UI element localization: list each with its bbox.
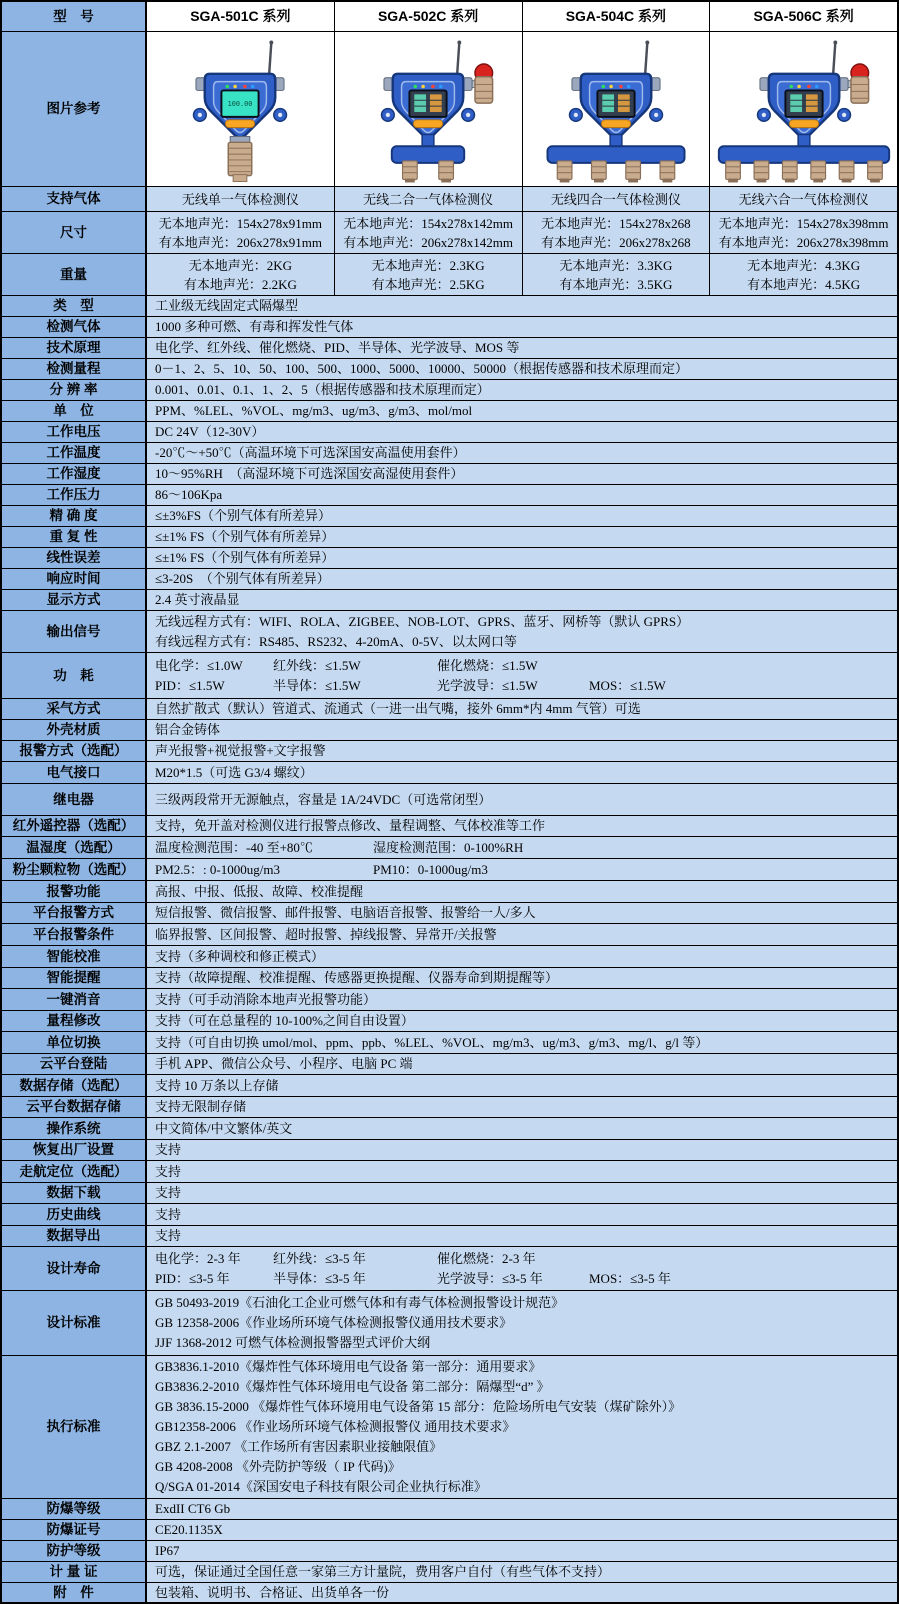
spec-row-value-line: 支持 xyxy=(155,1163,182,1179)
spec-row-value xyxy=(147,611,897,653)
spec-row-value xyxy=(147,296,897,317)
spec-row-value-segment: 电化学：2-3 年 xyxy=(155,1250,241,1266)
spec-row-value-segment: 光学波导：≤3-5 年 xyxy=(437,1270,543,1286)
spec-row-label: 功 耗 xyxy=(2,653,147,699)
spec-row xyxy=(2,464,897,485)
photo-cell-3 xyxy=(522,32,710,187)
model-row-value-3 xyxy=(522,187,710,212)
spec-row-value-line: ≤±1% FS（个别气体有所差异） xyxy=(155,550,335,565)
spec-row xyxy=(2,590,897,611)
spec-row xyxy=(2,1097,897,1118)
spec-row-label: 操作系统 xyxy=(2,1118,147,1140)
product-photo-row xyxy=(2,32,897,187)
spec-row xyxy=(2,296,897,317)
spec-row-value-line: GB 12358-2006《作业场所环境气体检测报警仪通用技术要求》 xyxy=(155,1315,513,1330)
spec-row-value xyxy=(147,720,897,741)
spec-row-label: 工作湿度 xyxy=(2,464,147,485)
spec-row-value-segment: 电化学：≤1.0W xyxy=(155,657,243,673)
spec-row xyxy=(2,485,897,506)
spec-row xyxy=(2,1583,897,1603)
spec-row-label: 类 型 xyxy=(2,296,147,317)
spec-row-value-line: -20℃～+50℃（高温环境下可选深国安高温使用套件） xyxy=(155,445,466,460)
spec-row xyxy=(2,1118,897,1140)
spec-row-value-line: 支持，免开盖对检测仪进行报警点修改、量程调整、气体校准等工作 xyxy=(155,818,546,833)
spec-row-label: 粉尘颗粒物（选配） xyxy=(2,859,147,881)
spec-row-value-line: GB3836.2-2010《爆炸性气体环境用电气设备 第二部分：隔爆型“d” 》 xyxy=(155,1379,550,1394)
spec-row-value-line: 支持（可在总量程的 10-100%之间自由设置） xyxy=(155,1013,414,1028)
spec-row-value-line xyxy=(155,1249,893,1269)
model-row-value-4 xyxy=(709,254,897,296)
spec-row xyxy=(2,422,897,443)
spec-row-value-line: ≤±1% FS（个别气体有所差异） xyxy=(155,529,335,544)
spec-row-label: 平台报警条件 xyxy=(2,924,147,946)
spec-row xyxy=(2,1520,897,1541)
model-row-value-1 xyxy=(147,254,334,296)
model-row-value-line: 无线二合一气体检测仪 xyxy=(363,191,494,207)
spec-row xyxy=(2,1226,897,1247)
spec-row-label: 智能校准 xyxy=(2,946,147,968)
spec-row xyxy=(2,1140,897,1161)
spec-row-value-line: 支持（可手动消除本地声光报警功能） xyxy=(155,991,377,1007)
spec-row-value xyxy=(147,1011,897,1032)
spec-row-value-line: 0－1、2、5、10、50、100、500、1000、5000、10000、50000（根据传感器和技术原理而定） xyxy=(155,361,689,376)
model-row-value-1 xyxy=(147,187,334,212)
model-row-value-line: 有本地声光：206x278x91mm xyxy=(158,234,322,250)
spec-row-label: 云平台登陆 xyxy=(2,1054,147,1075)
model-row-value-line: 无线四合一气体检测仪 xyxy=(550,191,681,207)
spec-row xyxy=(2,1562,897,1583)
spec-row-value xyxy=(147,1541,897,1562)
model-row-value-line: 无线单一气体检测仪 xyxy=(181,191,299,207)
spec-row xyxy=(2,1247,897,1291)
spec-row-value-line: 手机 APP、微信公众号、小程序、电脑 PC 端 xyxy=(155,1056,413,1071)
spec-row-value-line xyxy=(155,1269,893,1289)
spec-row-label: 工作温度 xyxy=(2,443,147,464)
spec-row-value-line: PPM、%LEL、%VOL、mg/m3、ug/m3、g/m3、mol/mol xyxy=(155,403,473,418)
spec-row xyxy=(2,317,897,338)
spec-row xyxy=(2,1032,897,1054)
model-row-value-2 xyxy=(334,254,522,296)
spec-row-label: 检测气体 xyxy=(2,317,147,338)
spec-row-label: 精 确 度 xyxy=(2,506,147,527)
spec-row-label: 防爆证号 xyxy=(2,1520,147,1541)
spec-row-value-line: GB 50493-2019《石油化工企业可燃气体和有毒气体检测报警设计规范》 xyxy=(155,1295,565,1310)
spec-row-value-line: 有线远程方式有：RS485、RS232、4-20mA、0-5V、以太网口等 xyxy=(155,633,517,649)
spec-row-label: 电气接口 xyxy=(2,762,147,784)
spec-row-value xyxy=(147,784,897,816)
spec-row-value-segment: 半导体：≤1.5W xyxy=(273,677,361,693)
spec-row xyxy=(2,506,897,527)
spec-row-value-line: 声光报警+视觉报警+文字报警 xyxy=(155,743,326,758)
model-row-value-line: 无线六合一气体检测仪 xyxy=(738,191,869,207)
model-row-value-line: 无本地声光：154x278x91mm xyxy=(158,215,322,231)
spec-row-label: 输出信号 xyxy=(2,611,147,653)
photo-cell-1 xyxy=(147,32,334,187)
spec-row-value-line xyxy=(155,676,893,696)
spec-row-value xyxy=(147,859,897,881)
sga-502c-product-image xyxy=(335,36,521,186)
spec-row-value xyxy=(147,816,897,837)
spec-row-value xyxy=(147,1520,897,1541)
spec-row-label: 附 件 xyxy=(2,1583,147,1603)
spec-row xyxy=(2,699,897,720)
spec-row-value xyxy=(147,1183,897,1204)
spec-row xyxy=(2,816,897,837)
spec-row xyxy=(2,611,897,653)
spec-row-value xyxy=(147,1054,897,1075)
spec-row-value-segment: 红外线：≤3-5 年 xyxy=(273,1250,366,1266)
spec-row xyxy=(2,1011,897,1032)
spec-row xyxy=(2,720,897,741)
spec-row-value xyxy=(147,946,897,968)
spec-row xyxy=(2,837,897,859)
spec-row-value-line: 可选，保证通过全国任意一家第三方计量院，费用客户自付（有些气体不支持） xyxy=(155,1564,611,1579)
spec-row-label: 云平台数据存储 xyxy=(2,1097,147,1118)
model-row-value-line: 无本地声光：154x278x268 xyxy=(541,215,691,231)
spec-row-value xyxy=(147,1356,897,1499)
spec-row-value-line: 支持（可自由切换 umol/mol、ppm、ppb、%LEL、%VOL、mg/m3、ug/m3、g/m3、mg/l、g/l 等） xyxy=(155,1034,709,1050)
spec-row-value xyxy=(147,653,897,699)
spec-row xyxy=(2,1204,897,1226)
spec-row xyxy=(2,548,897,569)
model-spec-row xyxy=(2,187,897,212)
spec-row-value xyxy=(147,569,897,590)
spec-row-value xyxy=(147,1161,897,1183)
spec-row xyxy=(2,989,897,1011)
spec-row-value xyxy=(147,1226,897,1247)
model-row-value-line: 有本地声光：206x278x142mm xyxy=(343,234,513,250)
model-row-value-line: 无本地声光：2.3KG xyxy=(371,257,485,273)
spec-row-label: 响应时间 xyxy=(2,569,147,590)
model-row-value-2 xyxy=(334,212,522,254)
spec-row-label: 一键消音 xyxy=(2,989,147,1011)
spec-row xyxy=(2,1075,897,1097)
spec-row-value xyxy=(147,924,897,946)
spec-row-value xyxy=(147,401,897,422)
spec-row-value-segment: 红外线：≤1.5W xyxy=(273,657,361,673)
model-header-3: SGA-504C 系列 xyxy=(522,2,710,32)
spec-row xyxy=(2,946,897,968)
spec-row-value-line: 高报、中报、低报、故障、校准提醒 xyxy=(155,883,364,899)
spec-row-value-line: 短信报警、微信报警、邮件报警、电脑语音报警、报警给一人/多人 xyxy=(155,905,536,920)
spec-row xyxy=(2,762,897,784)
spec-row-value-line: 2.4 英寸液晶显 xyxy=(155,592,240,607)
model-row-label: 重量 xyxy=(2,254,147,296)
model-row-value-line: 有本地声光：2.2KG xyxy=(183,276,297,292)
spec-row-value-segment: MOS：≤3-5 年 xyxy=(589,1270,671,1286)
model-row-value-line: 无本地声光：154x278x142mm xyxy=(343,215,513,231)
spec-row-value-line: 铝合金铸体 xyxy=(155,722,221,737)
spec-row-value xyxy=(147,1140,897,1161)
spec-row-value-segment: 催化燃烧：≤1.5W xyxy=(437,657,538,673)
model-header-label: 型 号 xyxy=(2,2,147,32)
spec-row xyxy=(2,359,897,380)
spec-row-label: 恢复出厂设置 xyxy=(2,1140,147,1161)
spec-row-value xyxy=(147,422,897,443)
spec-row-value xyxy=(147,968,897,989)
spec-row-value-line: 86～106Kpa xyxy=(155,487,223,502)
spec-row-label: 执行标准 xyxy=(2,1356,147,1499)
sga-504c-product-image xyxy=(523,36,709,186)
spec-row-value-line: IP67 xyxy=(155,1543,180,1558)
spec-row xyxy=(2,903,897,924)
model-header-2: SGA-502C 系列 xyxy=(334,2,522,32)
spec-row xyxy=(2,859,897,881)
spec-row-value-line: ≤3-20S （个别气体有所差异） xyxy=(155,571,330,586)
model-row-value-line: 有本地声光：206x278x268 xyxy=(541,234,691,250)
spec-row-value-line: 工业级无线固定式隔爆型 xyxy=(155,298,299,313)
spec-row-value-line: 支持 xyxy=(155,1185,182,1200)
model-row-value-4 xyxy=(709,212,897,254)
spec-row-value xyxy=(147,464,897,485)
spec-row-value xyxy=(147,506,897,527)
model-row-value-line: 无本地声光：4.3KG xyxy=(747,257,861,273)
spec-row xyxy=(2,443,897,464)
spec-row-value-line: Q/SGA 01-2014《深国安电子科技有限公司企业执行标准》 xyxy=(155,1479,487,1494)
spec-row-value-line: 中文简体/中文繁体/英文 xyxy=(155,1120,293,1136)
spec-row-value-line: 支持 xyxy=(155,1206,182,1222)
spec-row-value xyxy=(147,359,897,380)
model-header-4: SGA-506C 系列 xyxy=(709,2,897,32)
spec-row-label: 报警方式（选配） xyxy=(2,741,147,762)
spec-row-value-line: JJF 1368-2012 可燃气体检测报警器型式评价大纲 xyxy=(155,1335,431,1350)
spec-row-value-line: 无线远程方式有：WIFI、ROLA、ZIGBEE、NOB-LOT、GPRS、蓝牙、网桥等（默认 GPRS） xyxy=(155,613,690,629)
spec-row-value xyxy=(147,1247,897,1291)
spec-row-value-line xyxy=(155,860,893,880)
sga-501c-product-image xyxy=(147,36,333,186)
spec-row-label: 走航定位（选配） xyxy=(2,1161,147,1183)
spec-row-label: 数据存储（选配） xyxy=(2,1075,147,1097)
sga-506c-product-image xyxy=(711,36,897,186)
spec-row-value-line: 支持 xyxy=(155,1228,182,1243)
spec-row-value xyxy=(147,837,897,859)
spec-row xyxy=(2,1161,897,1183)
spec-row xyxy=(2,401,897,422)
spec-row-value xyxy=(147,317,897,338)
spec-row-label: 设计标准 xyxy=(2,1291,147,1356)
model-row-label: 支持气体 xyxy=(2,187,147,212)
spec-row-value xyxy=(147,989,897,1011)
spec-row-value-line: 支持 xyxy=(155,1142,182,1157)
spec-row-label: 显示方式 xyxy=(2,590,147,611)
spec-row-value-line: 支持 10 万条以上存储 xyxy=(155,1077,279,1093)
spec-row-value xyxy=(147,903,897,924)
spec-row xyxy=(2,1499,897,1520)
spec-row-value-line: 0.001、0.01、0.1、1、2、5（根据传感器和技术原理而定） xyxy=(155,382,490,397)
photo-cell-4 xyxy=(709,32,897,187)
spec-row-label: 报警功能 xyxy=(2,881,147,903)
spec-row-label: 量程修改 xyxy=(2,1011,147,1032)
spec-row-value xyxy=(147,1118,897,1140)
spec-row-value xyxy=(147,1291,897,1356)
spec-row-value xyxy=(147,1032,897,1054)
spec-row-label: 历史曲线 xyxy=(2,1204,147,1226)
spec-row-value-line: 自然扩散式（默认）管道式、流通式（一进一出气嘴，接外 6mm*内 4mm 气管）可选 xyxy=(155,701,641,716)
spec-row xyxy=(2,1183,897,1204)
spec-row-label: 设计寿命 xyxy=(2,1247,147,1291)
spec-row-label: 单位切换 xyxy=(2,1032,147,1054)
spec-row-label: 继电器 xyxy=(2,784,147,816)
spec-row-label: 数据下载 xyxy=(2,1183,147,1204)
model-row-value-line: 无本地声光：154x278x398mm xyxy=(718,215,889,231)
spec-row-label: 工作电压 xyxy=(2,422,147,443)
spec-row-value xyxy=(147,699,897,720)
spec-row-label: 平台报警方式 xyxy=(2,903,147,924)
spec-row-label: 检测量程 xyxy=(2,359,147,380)
model-row-value-1 xyxy=(147,212,334,254)
spec-row-value-segment: 光学波导：≤1.5W xyxy=(437,677,538,693)
model-row-value-line: 有本地声光：3.5KG xyxy=(559,276,673,292)
spec-row xyxy=(2,653,897,699)
model-row-value-3 xyxy=(522,212,710,254)
table-header-row xyxy=(2,2,897,32)
spec-row-value xyxy=(147,1562,897,1583)
spec-row-label: 红外遥控器（选配） xyxy=(2,816,147,837)
spec-row-value-segment: PM10：0-1000ug/m3 xyxy=(373,861,488,877)
spec-row xyxy=(2,1356,897,1499)
spec-row-label: 采气方式 xyxy=(2,699,147,720)
spec-row-label: 智能提醒 xyxy=(2,968,147,989)
spec-row-value xyxy=(147,1075,897,1097)
spec-row-value xyxy=(147,380,897,401)
spec-row-value-line: 10～95%RH （高湿环境下可选深国安高湿使用套件） xyxy=(155,466,464,481)
model-row-value-line: 无本地声光：2KG xyxy=(188,257,293,273)
photo-cell-2 xyxy=(334,32,522,187)
spec-row-value-segment: PID：≤1.5W xyxy=(155,677,225,693)
model-row-value-2 xyxy=(334,187,522,212)
spec-row-value-line: GB12358-2006 《作业场所环境气体检测报警仪 通用技术要求》 xyxy=(155,1419,516,1434)
spec-row-value-line xyxy=(155,838,893,858)
spec-row-label: 工作压力 xyxy=(2,485,147,506)
spec-row-value xyxy=(147,485,897,506)
spec-row-value-segment: 湿度检测范围：0-100%RH xyxy=(373,839,524,855)
spec-row-value-line: DC 24V（12-30V） xyxy=(155,424,265,439)
spec-row-value-line: 支持（多种调校和修正模式） xyxy=(155,948,325,964)
spec-row-value-line: ≤±3%FS（个别气体有所差异） xyxy=(155,508,332,523)
spec-row xyxy=(2,1054,897,1075)
spec-row-label: 分 辨 率 xyxy=(2,380,147,401)
spec-row-label: 单 位 xyxy=(2,401,147,422)
spec-row-value-line: ExdII CT6 Gb xyxy=(155,1501,231,1516)
spec-row-label: 外壳材质 xyxy=(2,720,147,741)
spec-row-value-line: GB 3836.15-2000 《爆炸性气体环境用电气设备第 15 部分：危险场所电气安装（煤矿除外）》 xyxy=(155,1399,682,1414)
model-row-value-3 xyxy=(522,254,710,296)
spec-row-value-line: M20*1.5（可选 G3/4 螺纹） xyxy=(155,764,313,780)
photo-row-label: 图片参考 xyxy=(2,32,147,187)
spec-row-value-line: 包装箱、说明书、合格证、出货单各一份 xyxy=(155,1584,390,1600)
model-row-value-line: 有本地声光：4.5KG xyxy=(747,276,861,292)
spec-row xyxy=(2,881,897,903)
spec-row-value-segment: PM2.5：: 0-1000ug/m3 xyxy=(155,861,280,877)
model-row-value-line: 有本地声光：2.5KG xyxy=(371,276,485,292)
spec-row xyxy=(2,1541,897,1562)
spec-row-value xyxy=(147,881,897,903)
model-spec-row xyxy=(2,254,897,296)
spec-row-value-line: GBZ 2.1-2007 《工作场所有害因素职业接触限值》 xyxy=(155,1439,443,1454)
spec-row xyxy=(2,527,897,548)
spec-row xyxy=(2,968,897,989)
spec-row-value xyxy=(147,548,897,569)
spec-row-value xyxy=(147,527,897,548)
spec-row-label: 线性误差 xyxy=(2,548,147,569)
spec-row-value-line: 电化学、红外线、催化燃烧、PID、半导体、光学波导、MOS 等 xyxy=(155,340,520,355)
spec-row-label: 防爆等级 xyxy=(2,1499,147,1520)
spec-row xyxy=(2,784,897,816)
spec-row-value xyxy=(147,338,897,359)
spec-row xyxy=(2,1291,897,1356)
spec-row-value xyxy=(147,1499,897,1520)
spec-row-value-segment: 催化燃烧：2-3 年 xyxy=(437,1250,536,1266)
spec-row-value-line: 1000 多种可燃、有毒和挥发性气体 xyxy=(155,319,354,334)
spec-row-value xyxy=(147,762,897,784)
spec-row-value xyxy=(147,1204,897,1226)
spec-row-label: 技术原理 xyxy=(2,338,147,359)
spec-row-value xyxy=(147,1097,897,1118)
spec-row-value xyxy=(147,741,897,762)
spec-row-value-line xyxy=(155,656,893,676)
model-row-value-line: 无本地声光：3.3KG xyxy=(559,257,673,273)
spec-row-value-segment: PID：≤3-5 年 xyxy=(155,1270,230,1286)
spec-row-value-segment: 温度检测范围：-40 至+80℃ xyxy=(155,839,313,855)
svg-text:100.00: 100.00 xyxy=(228,100,253,109)
spec-row-value xyxy=(147,590,897,611)
model-spec-row xyxy=(2,212,897,254)
spec-row xyxy=(2,380,897,401)
model-row-value-4 xyxy=(709,187,897,212)
spec-row-value-line: GB3836.1-2010《爆炸性气体环境用电气设备 第一部分：通用要求》 xyxy=(155,1359,542,1374)
spec-row xyxy=(2,741,897,762)
spec-row-value xyxy=(147,443,897,464)
spec-row xyxy=(2,338,897,359)
spec-row-value xyxy=(147,1583,897,1603)
spec-row-value-segment: 半导体：≤3-5 年 xyxy=(273,1270,366,1286)
spec-row-value-segment: MOS：≤1.5W xyxy=(589,677,666,693)
spec-row-value-line: 支持无限制存储 xyxy=(155,1099,247,1114)
spec-row-value-line: 支持（故障提醒、校准提醒、传感器更换提醒、仪器寿命到期提醒等） xyxy=(155,970,559,985)
spec-row-value-line: 临界报警、区间报警、超时报警、掉线报警、异常开/关报警 xyxy=(155,926,497,942)
spec-row xyxy=(2,569,897,590)
spec-row-value-line: 三级两段常开无源触点，容量是 1A/24VDC（可选常闭型） xyxy=(155,791,492,807)
model-header-1: SGA-501C 系列 xyxy=(147,2,334,32)
spec-row-label: 温湿度（选配） xyxy=(2,837,147,859)
spec-row-label: 计 量 证 xyxy=(2,1562,147,1583)
spec-row-value-line: CE20.1135X xyxy=(155,1522,223,1537)
model-row-label: 尺寸 xyxy=(2,212,147,254)
model-row-value-line: 有本地声光：206x278x398mm xyxy=(718,234,889,250)
spec-row-label: 重 复 性 xyxy=(2,527,147,548)
spec-row-value-line: GB 4208-2008 《外壳防护等级（ IP 代码)》 xyxy=(155,1459,401,1474)
spec-row-label: 防护等级 xyxy=(2,1541,147,1562)
spec-row xyxy=(2,924,897,946)
spec-row-label: 数据导出 xyxy=(2,1226,147,1247)
